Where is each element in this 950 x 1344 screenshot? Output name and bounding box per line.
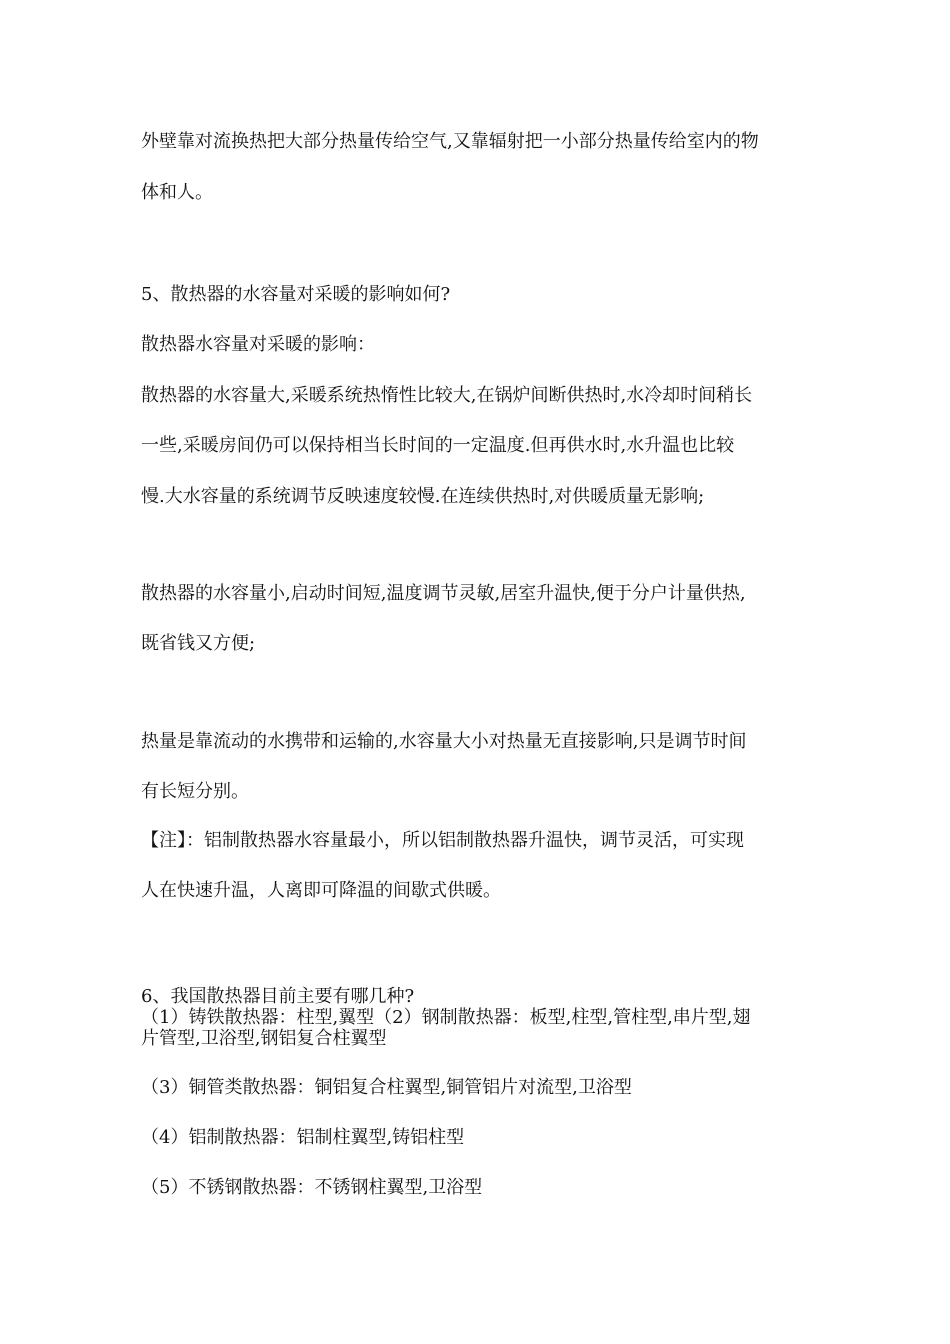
paragraph-line: 散热器水容量对采暖的影响： [141,334,375,355]
paragraph-line: 既省钱又方便; [141,633,256,654]
list-item: （4）铝制散热器：铝制柱翼型,铸铝柱型 [141,1127,465,1148]
paragraph-line: 散热器的水容量大,采暖系统热惰性比较大,在锅炉间断供热时,水冷却时间稍长 [141,385,753,406]
paragraph-line: 有长短分别。 [141,781,249,802]
paragraph-line: 慢.大水容量的系统调节反映速度较慢.在连续供热时,对供暖质量无影响; [141,486,705,507]
paragraph-line: 热量是靠流动的水携带和运输的,水容量大小对热量无直接影响,只是调节时间 [141,731,747,752]
paragraph-line: 一些,采暖房间仍可以保持相当长时间的一定温度.但再供水时,水升温也比较 [141,435,735,456]
list-item: 片管型,卫浴型,钢铝复合柱翼型 [141,1028,387,1049]
list-item: （1）铸铁散热器：柱型,翼型（2）钢制散热器：板型,柱型,管柱型,串片型,翅 [141,1007,751,1028]
list-item: （3）铜管类散热器：铜铝复合柱翼型,铜管铝片对流型,卫浴型 [141,1077,632,1098]
paragraph-line: 体和人。 [141,182,213,203]
question-5-heading: 5、散热器的水容量对采暖的影响如何? [141,284,451,305]
paragraph-line: 外壁靠对流换热把大部分热量传给空气,又靠辐射把一小部分热量传给室内的物 [141,131,759,152]
note-line: 【注】：铝制散热器水容量最小，所以铝制散热器升温快，调节灵活，可实现 [141,830,744,851]
note-line: 人在快速升温，人离即可降温的间歇式供暖。 [141,880,501,901]
question-6-heading: 6、我国散热器目前主要有哪几种? [141,986,415,1007]
list-item: （5）不锈钢散热器：不锈钢柱翼型,卫浴型 [141,1177,483,1198]
paragraph-line: 散热器的水容量小,启动时间短,温度调节灵敏,居室升温快,便于分户计量供热, [141,583,746,604]
